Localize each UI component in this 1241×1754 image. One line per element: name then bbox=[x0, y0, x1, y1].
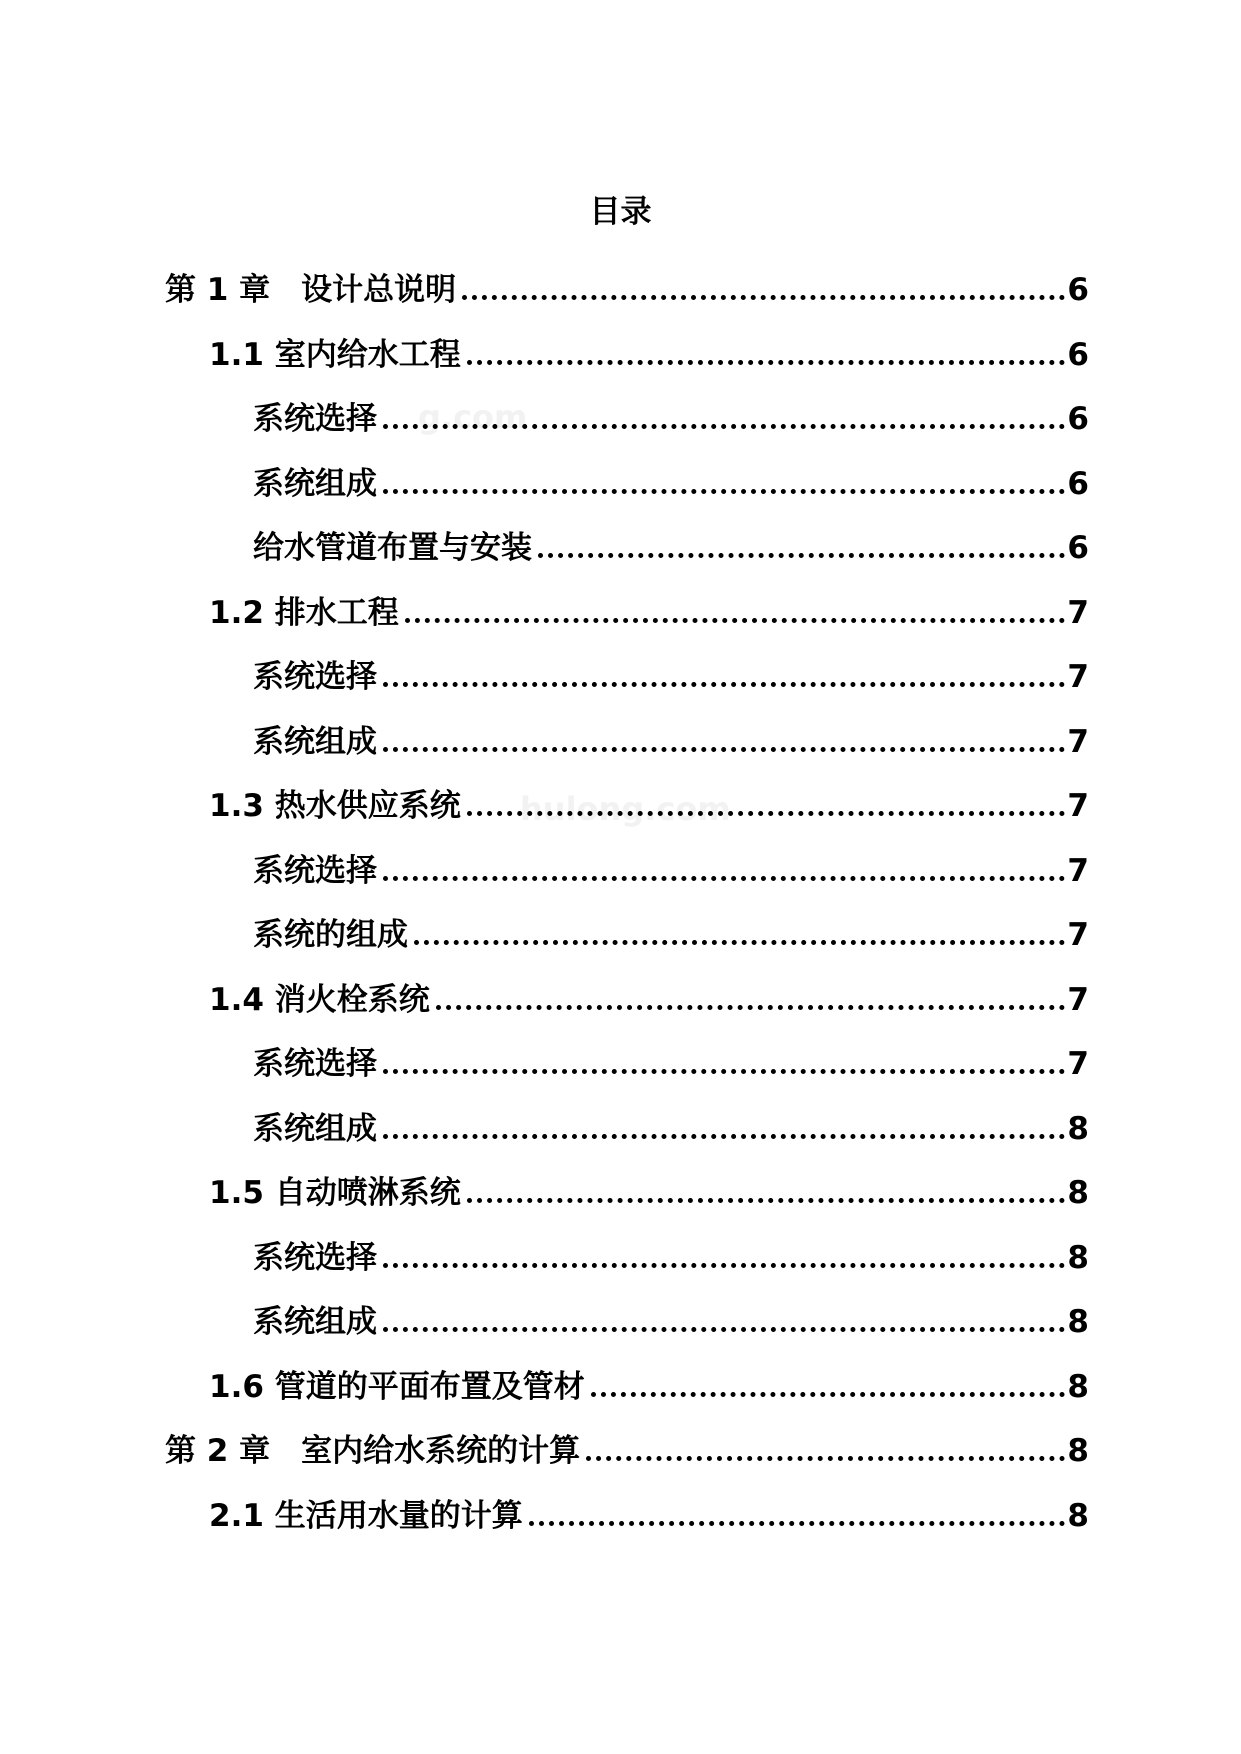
toc-entry-label: 系统的组成 bbox=[253, 917, 408, 953]
toc-entry-label: 第 2 章 室内给水系统的计算 bbox=[165, 1433, 581, 1469]
toc-title: 目录 bbox=[589, 194, 652, 230]
toc-entry-label: 2.1 生活用水量的计算 bbox=[209, 1497, 523, 1534]
toc-page-number: 6 bbox=[1067, 465, 1089, 502]
toc-entry[interactable] bbox=[253, 1109, 1089, 1149]
toc-entry-label: 系统选择 bbox=[253, 1046, 377, 1082]
toc-entry-label: 系统选择 bbox=[253, 401, 377, 437]
toc-dot-leader bbox=[405, 618, 1066, 623]
toc-entry[interactable] bbox=[209, 1367, 1089, 1407]
watermark-text: g.com bbox=[418, 398, 528, 436]
toc-entry-label: 1.2 排水工程 bbox=[209, 594, 399, 631]
toc-page-number: 7 bbox=[1067, 788, 1089, 824]
toc-dot-leader bbox=[414, 940, 1065, 945]
toc-dot-leader bbox=[383, 1134, 1065, 1139]
toc-entry-label: 1.3 热水供应系统 bbox=[209, 788, 461, 824]
toc-page-number: 8 bbox=[1067, 1368, 1089, 1405]
toc-entry[interactable] bbox=[253, 528, 1089, 568]
toc-entry[interactable] bbox=[209, 1173, 1089, 1213]
toc-dot-leader bbox=[383, 876, 1065, 881]
toc-page-number: 7 bbox=[1067, 1046, 1089, 1082]
toc-dot-leader bbox=[383, 1327, 1065, 1332]
toc-entry[interactable] bbox=[253, 464, 1089, 504]
toc-entry[interactable] bbox=[253, 399, 1089, 439]
toc-dot-leader bbox=[383, 424, 1065, 429]
toc-entry-label: 系统选择 bbox=[253, 852, 377, 889]
toc-page-number: 6 bbox=[1067, 401, 1089, 437]
toc-page-number: 7 bbox=[1067, 594, 1089, 631]
toc-entry-label: 系统选择 bbox=[253, 659, 377, 695]
toc-dot-leader bbox=[591, 1392, 1066, 1397]
toc-entry[interactable] bbox=[209, 980, 1089, 1020]
toc-entry[interactable] bbox=[253, 1238, 1089, 1278]
toc-entry[interactable] bbox=[209, 593, 1089, 633]
toc-page-number: 6 bbox=[1067, 530, 1089, 566]
toc-dot-leader bbox=[586, 1456, 1065, 1461]
toc-dot-leader bbox=[383, 682, 1065, 687]
toc-entry[interactable] bbox=[165, 270, 1089, 310]
toc-page-number: 8 bbox=[1067, 1175, 1089, 1211]
watermark-text: hulong.com bbox=[520, 790, 731, 828]
toc-entry[interactable] bbox=[253, 851, 1089, 891]
toc-dot-leader bbox=[538, 553, 1065, 558]
toc-dot-leader bbox=[529, 1521, 1066, 1526]
toc-entry[interactable] bbox=[209, 786, 1089, 826]
toc-entry-label: 给水管道布置与安装 bbox=[253, 530, 532, 566]
toc-page-number: 6 bbox=[1067, 272, 1089, 308]
toc-entry-label: 1.6 管道的平面布置及管材 bbox=[209, 1368, 585, 1405]
toc-entry-label: 1.1 室内给水工程 bbox=[209, 336, 461, 373]
toc-entry-label: 系统组成 bbox=[253, 1110, 377, 1147]
toc-page-number: 7 bbox=[1067, 981, 1089, 1018]
toc-page-number: 8 bbox=[1067, 1239, 1089, 1276]
toc-entry-label: 系统组成 bbox=[253, 1304, 377, 1340]
toc-dot-leader bbox=[383, 747, 1065, 752]
toc-entry-label: 系统组成 bbox=[253, 465, 377, 502]
toc-page-number: 7 bbox=[1067, 852, 1089, 889]
toc-entry[interactable] bbox=[253, 1044, 1089, 1084]
toc-page-number: 8 bbox=[1067, 1433, 1089, 1469]
toc-page-number: 6 bbox=[1067, 336, 1089, 373]
toc-page-number: 7 bbox=[1067, 917, 1089, 953]
toc-dot-leader bbox=[383, 489, 1065, 494]
toc-dot-leader bbox=[436, 1005, 1066, 1010]
toc-page-number: 8 bbox=[1067, 1304, 1089, 1340]
toc-entry-label: 系统选择 bbox=[253, 1239, 377, 1276]
toc-entry[interactable] bbox=[253, 1302, 1089, 1342]
toc-entry[interactable] bbox=[253, 915, 1089, 955]
toc-page-number: 7 bbox=[1067, 659, 1089, 695]
toc-entry-label: 系统组成 bbox=[253, 723, 377, 760]
toc-entry-label: 1.4 消火栓系统 bbox=[209, 981, 430, 1018]
toc-entry-label: 1.5 自动喷淋系统 bbox=[209, 1175, 461, 1211]
toc-page-number: 8 bbox=[1067, 1497, 1089, 1534]
toc-page-number: 7 bbox=[1067, 723, 1089, 760]
toc-dot-leader bbox=[462, 295, 1065, 300]
toc-entry[interactable] bbox=[253, 657, 1089, 697]
toc-dot-leader bbox=[467, 1198, 1066, 1203]
toc-entry[interactable] bbox=[209, 1496, 1089, 1536]
toc-dot-leader bbox=[383, 1263, 1065, 1268]
toc-dot-leader bbox=[467, 811, 1066, 816]
toc-entry[interactable] bbox=[165, 1431, 1089, 1471]
toc-page-number: 8 bbox=[1067, 1110, 1089, 1147]
toc-entry[interactable] bbox=[209, 335, 1089, 375]
toc-dot-leader bbox=[383, 1069, 1065, 1074]
toc-entry[interactable] bbox=[253, 722, 1089, 762]
toc-dot-leader bbox=[467, 360, 1066, 365]
toc-entry-label: 第 1 章 设计总说明 bbox=[165, 272, 457, 308]
